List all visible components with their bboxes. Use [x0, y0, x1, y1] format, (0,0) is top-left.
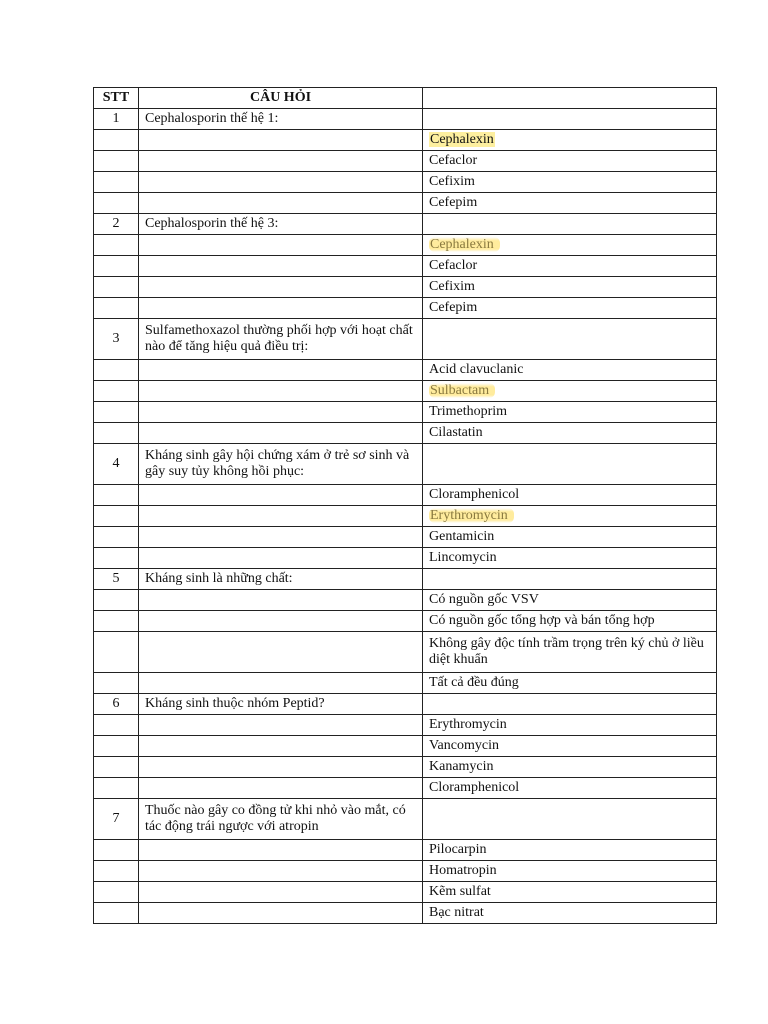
- option-stt-empty: [94, 130, 139, 151]
- option-text: Lincomycin: [429, 550, 497, 565]
- option-question-empty: [139, 193, 423, 214]
- option-text: Kanamycin: [429, 759, 494, 774]
- highlighted-option-text: Cephalexin: [430, 132, 494, 147]
- option-row: [94, 632, 717, 673]
- option-stt-empty: [94, 757, 139, 778]
- option-row: [94, 861, 717, 882]
- option-row: [94, 840, 717, 861]
- question-row: [94, 694, 717, 715]
- option-stt-empty: [94, 673, 139, 694]
- option-text: Vancomycin: [429, 738, 499, 753]
- answer-cell-empty: [423, 214, 717, 235]
- option-stt-empty: [94, 840, 139, 861]
- question-row: [94, 319, 717, 360]
- option-cell: [423, 506, 717, 527]
- option-cell: [423, 423, 717, 444]
- option-text: Có nguồn gốc tổng hợp và bán tổng hợp: [429, 613, 655, 628]
- option-stt-empty: [94, 778, 139, 799]
- answer-cell-empty: [423, 569, 717, 590]
- option-cell: [423, 402, 717, 423]
- quiz-body: [94, 109, 717, 924]
- option-row: [94, 673, 717, 694]
- option-stt-empty: [94, 715, 139, 736]
- option-text: Trimethoprim: [429, 404, 508, 419]
- option-cell: [423, 590, 717, 611]
- question-text: Sulfamethoxazol thường phối hợp với hoạt chất nào để tăng hiệu quả điều trị:: [139, 319, 423, 360]
- option-cell: [423, 778, 717, 799]
- option-question-empty: [139, 673, 423, 694]
- option-row: [94, 193, 717, 214]
- option-row: [94, 715, 717, 736]
- option-question-empty: [139, 235, 423, 256]
- highlighted-option-text: Sulbactam: [429, 383, 495, 398]
- option-text: Kẽm sulfat: [429, 884, 491, 899]
- option-row: [94, 402, 717, 423]
- option-cell: [423, 736, 717, 757]
- option-question-empty: [139, 882, 423, 903]
- option-cell: [423, 381, 717, 402]
- option-cell: [423, 840, 717, 861]
- option-question-empty: [139, 632, 423, 673]
- option-stt-empty: [94, 527, 139, 548]
- option-row: [94, 277, 717, 298]
- option-text: Cefixim: [429, 279, 475, 294]
- option-cell: [423, 715, 717, 736]
- option-cell: [423, 861, 717, 882]
- option-text: Gentamicin: [429, 529, 495, 544]
- header-answer: [423, 88, 717, 109]
- option-text: Cefaclor: [429, 153, 478, 168]
- question-row: [94, 569, 717, 590]
- option-text: Cefepim: [429, 195, 478, 210]
- option-question-empty: [139, 757, 423, 778]
- question-number: 3: [94, 319, 139, 360]
- highlighted-option-text: Cephalexin: [429, 237, 500, 252]
- option-stt-empty: [94, 381, 139, 402]
- option-question-empty: [139, 151, 423, 172]
- question-text: Thuốc nào gây co đồng tử khi nhỏ vào mắt, có tác động trái ngược với atropin: [139, 799, 423, 840]
- option-cell: [423, 632, 717, 673]
- option-cell: [423, 903, 717, 924]
- question-text: Cephalosporin thế hệ 3:: [139, 214, 423, 235]
- quiz-table: [93, 87, 717, 924]
- option-question-empty: [139, 130, 423, 151]
- option-cell: [423, 673, 717, 694]
- option-question-empty: [139, 861, 423, 882]
- option-stt-empty: [94, 590, 139, 611]
- question-text: Kháng sinh là những chất:: [139, 569, 423, 590]
- option-text: Cefaclor: [429, 258, 478, 273]
- option-row: [94, 548, 717, 569]
- option-question-empty: [139, 590, 423, 611]
- option-stt-empty: [94, 882, 139, 903]
- question-row: [94, 109, 717, 130]
- option-stt-empty: [94, 256, 139, 277]
- option-question-empty: [139, 903, 423, 924]
- option-stt-empty: [94, 151, 139, 172]
- option-stt-empty: [94, 611, 139, 632]
- option-question-empty: [139, 381, 423, 402]
- option-cell: [423, 360, 717, 381]
- question-text: Kháng sinh thuộc nhóm Peptid?: [139, 694, 423, 715]
- option-question-empty: [139, 548, 423, 569]
- option-question-empty: [139, 277, 423, 298]
- option-text: Homatropin: [429, 863, 497, 878]
- option-cell: [423, 527, 717, 548]
- option-stt-empty: [94, 360, 139, 381]
- question-number: 5: [94, 569, 139, 590]
- option-stt-empty: [94, 861, 139, 882]
- answer-cell-empty: [423, 319, 717, 360]
- option-question-empty: [139, 611, 423, 632]
- option-text: Cloramphenicol: [429, 780, 520, 795]
- option-stt-empty: [94, 548, 139, 569]
- option-question-empty: [139, 360, 423, 381]
- header-question: CÂU HỎI: [139, 88, 423, 109]
- option-stt-empty: [94, 736, 139, 757]
- option-row: [94, 882, 717, 903]
- option-row: [94, 235, 717, 256]
- question-text: Cephalosporin thế hệ 1:: [139, 109, 423, 130]
- option-question-empty: [139, 840, 423, 861]
- answer-cell-empty: [423, 109, 717, 130]
- option-cell: [423, 235, 717, 256]
- question-number: 4: [94, 444, 139, 485]
- option-row: [94, 151, 717, 172]
- option-text: Pilocarpin: [429, 842, 487, 857]
- question-row: [94, 214, 717, 235]
- option-text: Cefixim: [429, 174, 475, 189]
- option-row: [94, 256, 717, 277]
- option-row: [94, 298, 717, 319]
- option-row: [94, 381, 717, 402]
- option-cell: [423, 757, 717, 778]
- option-question-empty: [139, 256, 423, 277]
- question-number: 1: [94, 109, 139, 130]
- option-cell: [423, 611, 717, 632]
- option-text: Acid clavuclanic: [429, 362, 524, 377]
- option-text: Cloramphenicol: [429, 487, 520, 502]
- option-row: [94, 527, 717, 548]
- option-row: [94, 423, 717, 444]
- answer-cell-empty: [423, 799, 717, 840]
- option-stt-empty: [94, 402, 139, 423]
- header-stt: STT: [94, 88, 139, 109]
- option-stt-empty: [94, 485, 139, 506]
- option-cell: [423, 298, 717, 319]
- option-row: [94, 903, 717, 924]
- option-cell: [423, 882, 717, 903]
- option-question-empty: [139, 423, 423, 444]
- option-row: [94, 506, 717, 527]
- option-cell: [423, 485, 717, 506]
- question-number: 7: [94, 799, 139, 840]
- option-stt-empty: [94, 172, 139, 193]
- option-row: [94, 130, 717, 151]
- option-row: [94, 485, 717, 506]
- option-text: Không gây độc tính trầm trọng trên ký chủ ở liều diệt khuẩn: [429, 636, 704, 667]
- option-question-empty: [139, 485, 423, 506]
- option-question-empty: [139, 172, 423, 193]
- header-row: [94, 88, 717, 109]
- highlighted-option-text: Erythromycin: [429, 508, 514, 523]
- option-stt-empty: [94, 423, 139, 444]
- question-number: 6: [94, 694, 139, 715]
- option-question-empty: [139, 298, 423, 319]
- question-text: Kháng sinh gây hội chứng xám ở trẻ sơ sinh và gây suy tủy không hồi phục:: [139, 444, 423, 485]
- option-cell: [423, 256, 717, 277]
- question-row: [94, 799, 717, 840]
- option-question-empty: [139, 402, 423, 423]
- option-row: [94, 736, 717, 757]
- option-stt-empty: [94, 277, 139, 298]
- question-row: [94, 444, 717, 485]
- option-cell: [423, 193, 717, 214]
- option-stt-empty: [94, 235, 139, 256]
- option-row: [94, 590, 717, 611]
- option-row: [94, 778, 717, 799]
- answer-cell-empty: [423, 444, 717, 485]
- option-cell: [423, 172, 717, 193]
- option-stt-empty: [94, 193, 139, 214]
- option-question-empty: [139, 715, 423, 736]
- option-stt-empty: [94, 506, 139, 527]
- option-question-empty: [139, 736, 423, 757]
- option-text: Tất cả đều đúng: [429, 675, 519, 690]
- option-cell: [423, 130, 717, 151]
- option-text: Có nguồn gốc VSV: [429, 592, 539, 607]
- option-row: [94, 360, 717, 381]
- option-cell: [423, 277, 717, 298]
- option-row: [94, 757, 717, 778]
- option-text: Erythromycin: [429, 717, 507, 732]
- option-question-empty: [139, 527, 423, 548]
- option-question-empty: [139, 778, 423, 799]
- option-cell: [423, 548, 717, 569]
- option-stt-empty: [94, 298, 139, 319]
- option-text: Cilastatin: [429, 425, 483, 440]
- answer-cell-empty: [423, 694, 717, 715]
- option-text: Cefepim: [429, 300, 478, 315]
- option-question-empty: [139, 506, 423, 527]
- option-row: [94, 611, 717, 632]
- option-text: Bạc nitrat: [429, 905, 484, 920]
- option-row: [94, 172, 717, 193]
- option-stt-empty: [94, 903, 139, 924]
- question-number: 2: [94, 214, 139, 235]
- option-cell: [423, 151, 717, 172]
- option-stt-empty: [94, 632, 139, 673]
